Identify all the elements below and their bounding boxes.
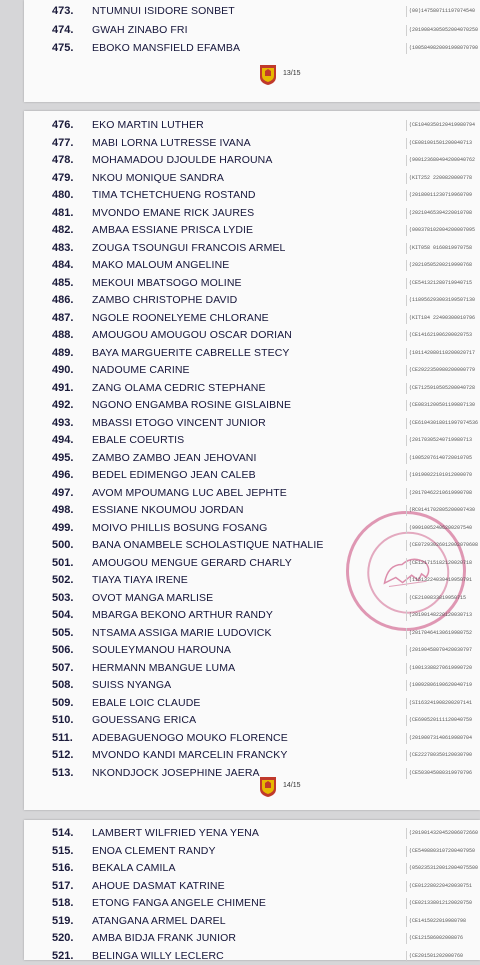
candidate-name: NGOLE ROONELYEME CHLORANE: [92, 311, 269, 324]
row-number: 489.: [52, 346, 74, 359]
row-number: 510.: [52, 714, 74, 726]
list-row: [24, 379, 480, 397]
candidate-code: (CE503045080319970796: [406, 768, 480, 779]
candidate-code: (20190148220120030713: [406, 610, 480, 621]
row-number: 494.: [52, 434, 74, 446]
document-page-13: [24, 0, 480, 102]
list-row: [24, 947, 480, 965]
row-number: 482.: [52, 224, 74, 236]
list-row: [24, 326, 480, 344]
list-row: [24, 2, 480, 20]
page-number: 14/15: [283, 782, 301, 789]
candidate-code: (CE0831200501199807130: [406, 400, 480, 411]
candidate-name: ENOA CLEMENT RANDY: [92, 844, 216, 857]
list-row: [24, 912, 480, 930]
list-row: [24, 256, 480, 274]
candidate-code: (CE690520111120040759: [406, 715, 480, 726]
candidate-name: ESSIANE NKOUMOU JORDAN: [92, 504, 244, 516]
candidate-code: (20210505200219990768: [406, 260, 480, 271]
list-row: [24, 239, 480, 257]
row-number: 495.: [52, 451, 74, 464]
row-number: 507.: [52, 661, 74, 674]
list-row: [24, 291, 480, 309]
list-row: [24, 676, 480, 694]
row-number: 504.: [52, 609, 74, 621]
row-number: 511.: [52, 731, 73, 744]
candidate-code: (10092806190620040719: [406, 680, 480, 691]
candidate-code: (99910052406200207540: [406, 523, 480, 534]
institution-logo-icon: [259, 64, 277, 86]
list-row: [24, 694, 480, 712]
candidate-name: MABI LORNA LUTRESSE IVANA: [92, 136, 251, 149]
list-row: [24, 396, 480, 414]
row-number: 478.: [52, 154, 74, 166]
candidate-code: (20170462210619990708: [406, 488, 480, 499]
row-number: 492.: [52, 399, 74, 411]
candidate-code: (10052076140720010705: [406, 453, 480, 464]
list-row: [24, 484, 480, 502]
candidate-code: (CE7125910505200040728: [406, 383, 480, 394]
candidate-name: ZAMBO CHRISTOPHE DAVID: [92, 294, 238, 306]
candidate-code: (CE121715182120020718: [406, 558, 480, 569]
candidate-code: (10190022101012000070: [406, 470, 480, 481]
list-row: [24, 501, 480, 519]
candidate-code: (KIT058 0160819970758: [406, 243, 480, 254]
candidate-code: (CE541321280719940715: [406, 278, 480, 289]
list-row: [24, 519, 480, 537]
candidate-name: LAMBERT WILFRIED YENA YENA: [92, 827, 259, 839]
candidate-code: (20170305240719980713: [406, 435, 480, 446]
row-number: 497.: [52, 486, 74, 499]
candidate-code: (20180011230719960709: [406, 190, 480, 201]
list-row: [24, 554, 480, 572]
list-row: [24, 877, 480, 895]
list-row: [24, 764, 480, 782]
list-row: [24, 361, 480, 379]
row-number: 476.: [52, 119, 74, 131]
candidate-name: AMOUGOU AMOUGOU OSCAR DORIAN: [92, 329, 292, 341]
candidate-code: (CE012280220420030751: [406, 881, 480, 892]
row-number: 516.: [52, 862, 74, 874]
candidate-code: (CE121586002008076: [406, 933, 480, 944]
list-row: [24, 929, 480, 947]
candidate-name: ZOUGA TSOUNGUI FRANCOIS ARMEL: [92, 241, 286, 254]
row-number: 498.: [52, 504, 74, 516]
candidate-name: MVONDO EMANE RICK JAURES: [92, 206, 255, 219]
page-number: 13/15: [283, 70, 301, 77]
candidate-name: SOULEYMANOU HAROUNA: [92, 644, 232, 656]
institution-logo-icon: [259, 776, 277, 798]
candidate-name: NTUMNUI ISIDORE SONBET: [92, 5, 235, 17]
candidate-name: AMBAA ESSIANE PRISCA LYDIE: [92, 224, 254, 236]
candidate-name: MOHAMADOU DJOULDE HAROUNA: [92, 154, 273, 166]
candidate-name: ATANGANA ARMEL DAREL: [92, 914, 226, 927]
candidate-code: (1005849820091998070790: [406, 43, 480, 54]
candidate-code: (10013388270619990720: [406, 663, 480, 674]
row-number: 505.: [52, 626, 74, 639]
candidate-code: (00)147580711197074540: [406, 6, 480, 17]
candidate-name: ADEBAGUENOGO MOUKO FLORENCE: [92, 731, 288, 744]
list-row: [24, 624, 480, 642]
list-row: [24, 449, 480, 467]
row-number: 480.: [52, 189, 74, 201]
list-row: [24, 204, 480, 222]
row-number: 477.: [52, 136, 74, 149]
row-number: 493.: [52, 416, 74, 429]
row-number: 520.: [52, 932, 74, 944]
candidate-name: BANA ONAMBELE SCHOLASTIQUE NATHALIE: [92, 539, 324, 551]
row-number: 486.: [52, 294, 74, 306]
row-number: 479.: [52, 171, 74, 184]
candidate-name: NKONDJOCK JOSEPHINE JAERA: [92, 766, 260, 779]
candidate-code: (CE61043018011997074536: [406, 418, 480, 429]
row-number: 501.: [52, 556, 74, 569]
candidate-name: MAKO MALOUM ANGELINE: [92, 259, 230, 271]
row-number: 500.: [52, 539, 74, 551]
candidate-code: (20190458070420030797: [406, 645, 480, 656]
candidate-name: EKO MARTIN LUTHER: [92, 119, 204, 131]
candidate-code: (0502353120012004075500: [406, 863, 480, 874]
list-row: [24, 221, 480, 239]
row-number: 503.: [52, 591, 74, 604]
row-number: 488.: [52, 329, 74, 341]
candidate-name: GOUESSANG ERICA: [92, 714, 197, 726]
candidate-code: (CE081001501200040713: [406, 138, 480, 149]
candidate-code: (SI163241908200207141: [406, 698, 480, 709]
candidate-code: (118956293003199507130: [406, 295, 480, 306]
candidate-name: AMOUGOU MENGUE GERARD CHARLY: [92, 556, 292, 569]
document-page-15: [24, 820, 480, 960]
row-number: 496.: [52, 469, 74, 481]
candidate-name: SUISS NYANGA: [92, 679, 172, 691]
candidate-code: (900123680494200040762: [406, 155, 480, 166]
row-number: 512.: [52, 749, 74, 761]
row-number: 518.: [52, 897, 74, 909]
row-number: 506.: [52, 644, 74, 656]
candidate-name: BAYA MARGUERITE CABRELLE STECY: [92, 346, 290, 359]
list-row: [24, 746, 480, 764]
list-row: [24, 21, 480, 39]
row-number: 508.: [52, 679, 74, 691]
row-number: 521.: [52, 949, 74, 962]
list-row: [24, 536, 480, 554]
candidate-code: (CE201501202000760: [406, 951, 480, 962]
candidate-name: NGONO ENGAMBA ROSINE GISLAIBNE: [92, 399, 292, 411]
list-row: [24, 894, 480, 912]
candidate-name: NADOUME CARINE: [92, 364, 190, 376]
row-number: 502.: [52, 574, 74, 586]
list-row: [24, 39, 480, 57]
candidate-name: NKOU MONIQUE SANDRA: [92, 171, 224, 184]
list-row: [24, 711, 480, 729]
candidate-code: (20210465394220010708: [406, 208, 480, 219]
candidate-code: (CE1415022019980798: [406, 916, 480, 927]
candidate-name: ETONG FANGA ANGELE CHIMENE: [92, 897, 266, 909]
candidate-name: ZANG OLAMA CEDRIC STEPHANE: [92, 381, 266, 394]
candidate-code: (CE1040350120419980794: [406, 120, 480, 131]
row-number: 499.: [52, 521, 74, 534]
list-row: [24, 659, 480, 677]
row-number: 515.: [52, 844, 74, 857]
candidate-code: (CE2922350980200000779: [406, 365, 480, 376]
list-row: [24, 414, 480, 432]
candidate-code: (CE021338012120020750: [406, 898, 480, 909]
candidate-name: NTSAMA ASSIGA MARIE LUDOVICK: [92, 626, 272, 639]
list-row: [24, 729, 480, 747]
list-row: [24, 431, 480, 449]
candidate-code: (KIT184 22490300010796: [406, 313, 480, 324]
candidate-name: GWAH ZINABO FRI: [92, 23, 188, 36]
candidate-name: MBARGA BEKONO ARTHUR RANDY: [92, 609, 273, 621]
row-number: 481.: [52, 206, 74, 219]
row-number: 490.: [52, 364, 74, 376]
row-number: 517.: [52, 879, 74, 892]
row-number: 487.: [52, 311, 74, 324]
candidate-name: MEKOUI MBATSOGO MOLINE: [92, 276, 242, 289]
row-number: 475.: [52, 42, 74, 54]
candidate-name: TIAYA TIAYA IRENE: [92, 574, 188, 586]
list-row: [24, 134, 480, 152]
candidate-code: (KIT252 2200820000778: [406, 173, 480, 184]
candidate-name: TIMA TCHETCHUENG ROSTAND: [92, 189, 256, 201]
candidate-name: ZAMBO ZAMBO JEAN JEHOVANI: [92, 451, 257, 464]
row-number: 473.: [52, 5, 74, 17]
candidate-name: BEDEL EDIMENGO JEAN CALEB: [92, 469, 256, 481]
list-row: [24, 116, 480, 134]
candidate-name: HERMANN MBANGUE LUMA: [92, 661, 236, 674]
candidate-code: (2019014320452006072660: [406, 828, 480, 839]
candidate-code: (CE07293026012002070608: [406, 540, 480, 551]
row-number: 513.: [52, 766, 74, 779]
candidate-name: EBALE COEURTIS: [92, 434, 185, 446]
list-row: [24, 466, 480, 484]
candidate-name: EBOKO MANSFIELD EFAMBA: [92, 42, 241, 54]
row-number: 509.: [52, 696, 74, 709]
candidate-code: (CE5498803107200407950: [406, 846, 480, 857]
row-number: 483.: [52, 241, 74, 254]
row-number: 485.: [52, 276, 74, 289]
list-row: [24, 824, 480, 842]
candidate-name: AHOUE DASMAT KATRINE: [92, 879, 225, 892]
candidate-name: BELINGA WILLY LECLERC: [92, 949, 224, 962]
candidate-code: (CE2100833819950715: [406, 593, 480, 604]
candidate-name: MBASSI ETOGO VINCENT JUNIOR: [92, 416, 266, 429]
candidate-code: (20190073140619980704: [406, 733, 480, 744]
candidate-code: (CE222780350120030790: [406, 750, 480, 761]
candidate-code: (20170464130619980752: [406, 628, 480, 639]
candidate-name: MVONDO KANDI MARCELIN FRANCKY: [92, 749, 288, 761]
list-row: [24, 169, 480, 187]
candidate-name: MOIVO PHILLIS BOSUNG FOSANG: [92, 521, 268, 534]
candidate-name: EBALE LOIC CLAUDE: [92, 696, 201, 709]
list-row: [24, 571, 480, 589]
list-row: [24, 309, 480, 327]
candidate-code: (000378102004200007095: [406, 225, 480, 236]
list-row: [24, 344, 480, 362]
list-row: [24, 151, 480, 169]
list-row: [24, 842, 480, 860]
list-row: [24, 274, 480, 292]
candidate-name: OVOT MANGA MARLISE: [92, 591, 214, 604]
row-number: 519.: [52, 914, 74, 927]
candidate-code: (RC0141702805200007430: [406, 505, 480, 516]
list-row: [24, 859, 480, 877]
candidate-name: AMBA BIDJA FRANK JUNIOR: [92, 932, 237, 944]
row-number: 514.: [52, 827, 74, 839]
candidate-code: (CE141621906200020753: [406, 330, 480, 341]
list-row: [24, 589, 480, 607]
candidate-name: BEKALA CAMILA: [92, 862, 176, 874]
candidate-name: AVOM MPOUMANG LUC ABEL JEPHTE: [92, 486, 287, 499]
row-number: 491.: [52, 381, 74, 394]
list-row: [24, 606, 480, 624]
row-number: 484.: [52, 259, 74, 271]
list-row: [24, 641, 480, 659]
candidate-code: (2019084305052004070250: [406, 25, 480, 36]
row-number: 474.: [52, 23, 74, 36]
list-row: [24, 186, 480, 204]
candidate-code: (11513224030419950791: [406, 575, 480, 586]
candidate-code: (101142080110200020717: [406, 348, 480, 359]
document-page-14: [24, 111, 480, 810]
